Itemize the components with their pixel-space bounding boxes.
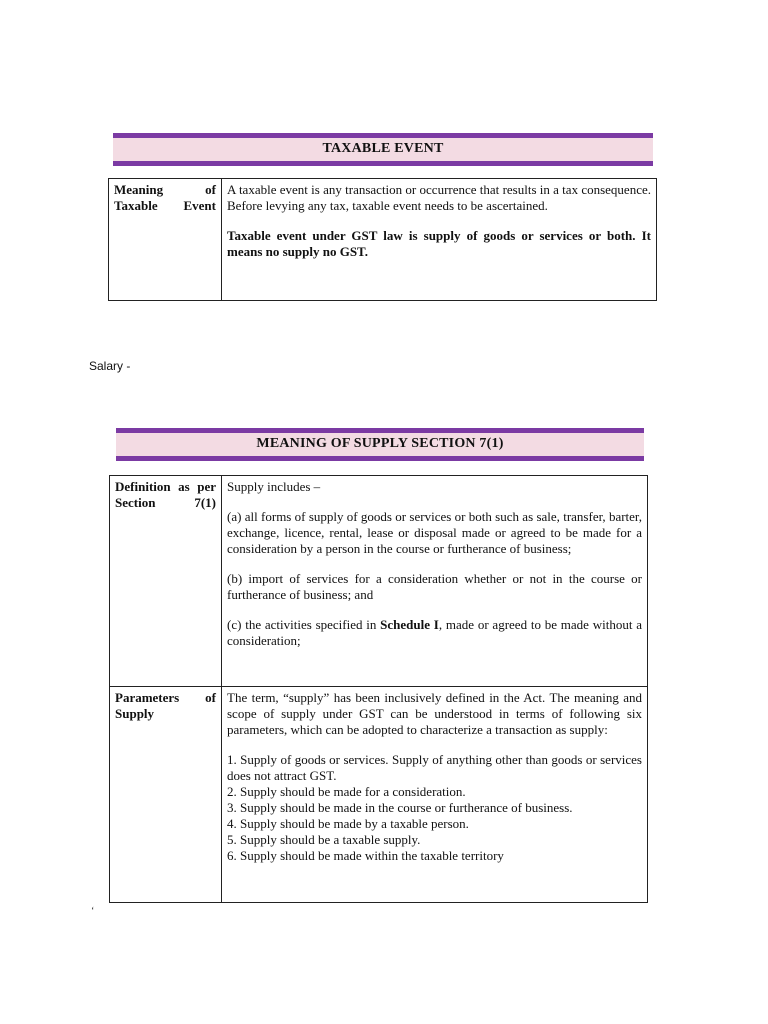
parameter-item: 1. Supply of goods or services. Supply of anything other than goods or services does not attract GST. (227, 752, 642, 783)
parameter-item: 3. Supply should be made in the course or furtherance of business. (227, 800, 573, 815)
table-row (110, 476, 648, 687)
row-label-definition: Definition as per Section 7(1) (110, 476, 222, 687)
definition-item-c: (c) the activities specified in Schedule I, made or agreed to be made without a consideration; (227, 617, 642, 648)
gst-taxable-event-paragraph: Taxable event under GST law is supply of goods or services or both. It means no supply no GST. (227, 228, 651, 259)
table-row (109, 179, 657, 301)
taxable-event-banner (113, 133, 653, 166)
row-content-parameters (222, 687, 648, 903)
salary-note: Salary - (89, 359, 131, 373)
parameter-item: 2. Supply should be made for a consideration. (227, 784, 466, 799)
row-content-definition (222, 476, 648, 687)
supply-table (109, 475, 648, 903)
definition-item-a: (a) all forms of supply of goods or services or both such as sale, transfer, barter, exchange, licence, rental, lease or disposal made or agreed to be made for a consideration by a person in the course or furtherance of business; (227, 509, 642, 556)
taxable-event-table (108, 178, 657, 301)
definition-item-b: (b) import of services for a consideration whether or not in the course or furtherance of business; and (227, 571, 642, 602)
taxable-event-title: TAXABLE EVENT (322, 141, 444, 156)
supply-title: MEANING OF SUPPLY SECTION 7(1) (256, 436, 504, 451)
definition-intro: Supply includes – (227, 479, 321, 494)
parameters-intro: The term, “supply” has been inclusively defined in the Act. The meaning and scope of supply under GST can be understood in terms of following six parameters, which can be adopted to characterize a transaction as supply: (227, 690, 642, 737)
row-label-meaning: Meaning of Taxable Event (109, 179, 222, 301)
meaning-paragraph: A taxable event is any transaction or occurrence that results in a tax consequence. Before levying any tax, taxable event needs to be ascertained. (227, 182, 651, 213)
row-content-meaning (222, 179, 657, 301)
parameter-item: 5. Supply should be a taxable supply. (227, 832, 421, 847)
row-label-parameters: Parameters of Supply (110, 687, 222, 903)
parameter-item: 6. Supply should be made within the taxable territory (227, 848, 504, 863)
table-row (110, 687, 648, 903)
parameter-item: 4. Supply should be made by a taxable person. (227, 816, 469, 831)
page-mark: ‘ (91, 906, 95, 917)
schedule-reference: Schedule I (380, 617, 439, 632)
supply-banner (116, 428, 644, 461)
